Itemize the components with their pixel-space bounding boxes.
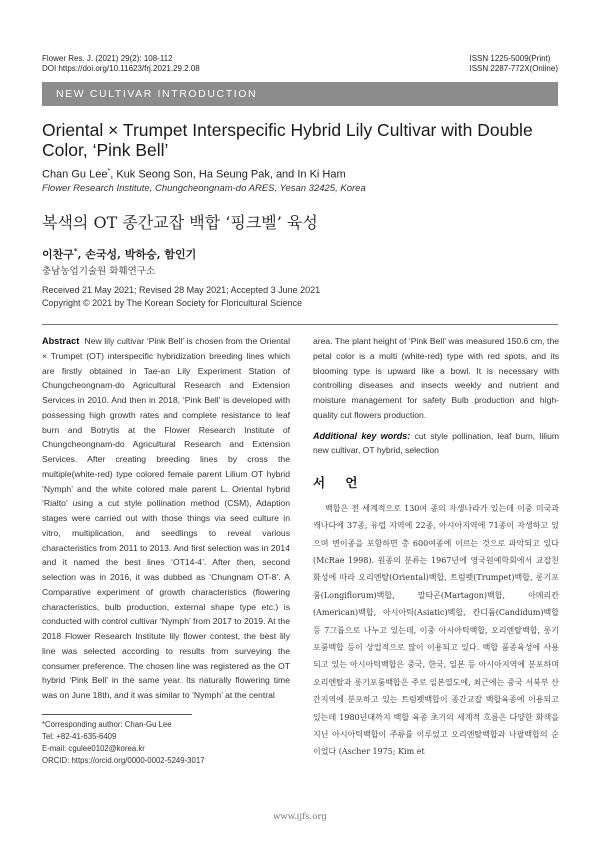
abstract-left-column — [42, 334, 290, 703]
korean-author-list — [42, 246, 196, 262]
journal-header-right — [470, 54, 559, 74]
first-author: Chan Gu Lee — [42, 168, 108, 181]
abstract-label: Abstract — [42, 336, 80, 346]
korean-first-author: 이찬구 — [42, 248, 74, 261]
introduction-text: 백합은 전 세계적으로 130여 종의 자생나라가 있는데 이중 미국과 캐나다에 37종, 유럽 지역에 22종, 아시아지역에 71종이 자생하고 있으며 변이종을 포함하면 총 600여종에 이르는 것으로 파악되고 있다(McRae 1998). 원종의 분류는 1967년에 영국원예학회에서 교잡친화성에 따라 오리엔탈(Oriental)백합, 트럼펫(Trumpet)백합, 롱기포룸(Longiflorum)백합, 말타곤(Martagon)백합, 아메리칸(American)백합, 아시아틱(Asiatic)백합, 칸디듐(Candidum)백합 등 7그룹으로 나누고 있는데, 이중 아시아틱백합, 오리엔탈백합, 롱기포룸백합 등이 상업적으로 많이 이용되고 있다. 백합 품종육성에 사용되고 있는 아시아틱백합은 중국, 한국, 일본 등 아시아지역에 분포하며 오리엔탈과 롱기포룸백합은 주로 일본열도에, 최근에는 중국 서북부 산간지역에 분포하고 있는 트럼펫백합이 종간교잡 백합육종에 이용되고 있는데 1980년대까지 백합 육종 초기의 세계적 흐름은 다양한 화색을 지닌 아시아틱백합이 주류를 이루었고 오리엔탈백합과 나팔백합의 순이었다 (Ascher 1975; Kim et — [313, 503, 559, 757]
corresponding-author: *Corresponding author: Chan-Gu Lee — [42, 720, 172, 729]
author-orcid[interactable]: ORCID: https://orcid.org/0000-0002-5249-3017 — [42, 756, 205, 765]
keywords — [313, 429, 559, 459]
copyright-line: Copyright © 2021 by The Korean Society for Floricultural Science — [42, 298, 303, 308]
abstract-text-right: area. The plant height of ‘Pink Bell’ was measured 150.6 cm, the petal color is a multi (white-red) type with red spots, and its blooming type is upward like a bowl. It is necessary with controlling diseases and insects weekly and nutrient and moisture management for safety Bulb production and high-quality cut flowers production. — [313, 336, 559, 420]
received-dates: Received 21 May 2021; Revised 28 May 2021; Accepted 3 June 2021 — [42, 285, 321, 295]
keywords-label: Additional key words: — [313, 430, 411, 441]
top-divider — [42, 324, 558, 325]
korean-other-authors: , 손국성, 박하승, 함인기 — [77, 248, 197, 261]
author-email[interactable]: E-mail: cgulee0102@korea.kr — [42, 744, 145, 753]
author-phone: Tel: +82-41-635-6409 — [42, 732, 117, 741]
corresponding-mark: * — [107, 167, 111, 175]
section-heading-introduction: 서 언 — [313, 475, 366, 490]
korean-affiliation: 충남농업기술원 화훼연구소 — [42, 266, 156, 277]
right-column — [313, 334, 559, 761]
author-list — [42, 167, 346, 181]
article-dates — [42, 284, 320, 310]
journal-website[interactable]: www.ijfs.org — [273, 812, 327, 822]
article-title: Oriental × Trumpet Interspecific Hybrid Lily Cultivar with Double Color, ‘Pink Bell’ — [42, 120, 533, 160]
issn-online: ISSN 2287-772X(Online) — [469, 64, 558, 73]
doi-link[interactable]: DOI https://doi.org/10.11623/frj.2021.29.2.08 — [42, 64, 200, 73]
other-authors: , Kuk Seong Son, Ha Seung Pak, and In Ki Ham — [110, 168, 346, 181]
keywords-text: cut style pollination, leaf burn, lilium new cultivar, OT hybrid, selection — [313, 430, 560, 456]
corresponding-footnote — [42, 714, 290, 767]
abstract-text-left: New lily cultivar ‘Pink Bell’ is chosen from the Oriental × Trumpet (OT) interspecific hybridization breeding lines which are firstly obtained in Tae-an Lily Experiment Station of Chungcheongnam-do Agricultural Research and Extension Services in 2010. And then in 2018, ‘Pink Bell’ is developed with possessing high growth rates and complete resistance to leaf burn and Botrytis at the Flower Research Institute of Chungcheongnam-do Agricultural Research and Extension Services. After creating breeding lines by cross the multiple(white-red) type colored female parent Lilium OT hybrid ‘Nymph’ and the white colored male parent L. Oriental hybrid ‘Rialto’ using a cut style pollination method (CSM), Adaption stages were carried out with those things via seed culture in vitro, multiplication, and seedlings to reveal various characteristics from 2011 to 2013. And first selection was in 2014 and it named the best lines ‘OT14-4’. After then, second selection was in 2016, it was dubbed as ‘Chungnam OT-8’. A Comparative experiment of growth characteristics (flowering characteristics, bulb production, external shape type etc.) is conducted with control cultivar ‘Nymph’ from 2017 to 2019. At the 2018 Flower Research Institute lily flower contest, the best lily line was selected according to results from surveying the consumer preference. The chosen line was registered as the OT hybrid ‘Pink Bell’ in the same year. Its naturally flowering time was on June 18th, and it was similar to ‘Nymph’ at the central — [42, 336, 290, 700]
section-banner: NEW CULTIVAR INTRODUCTION — [42, 82, 558, 106]
journal-header-left — [42, 54, 200, 74]
issn-print: ISSN 1225-5009(Print) — [469, 54, 551, 63]
affiliation: Flower Research Institute, Chungcheongnam-do ARES, Yesan 32425, Korea — [42, 183, 366, 194]
korean-corresponding-mark: * — [73, 246, 78, 256]
journal-citation: Flower Res. J. (2021) 29(2): 108-112 — [42, 54, 173, 63]
footnote-divider — [42, 714, 192, 715]
korean-title: 복색의 OT 종간교잡 백합 ‘핑크벨’ 육성 — [42, 213, 318, 232]
